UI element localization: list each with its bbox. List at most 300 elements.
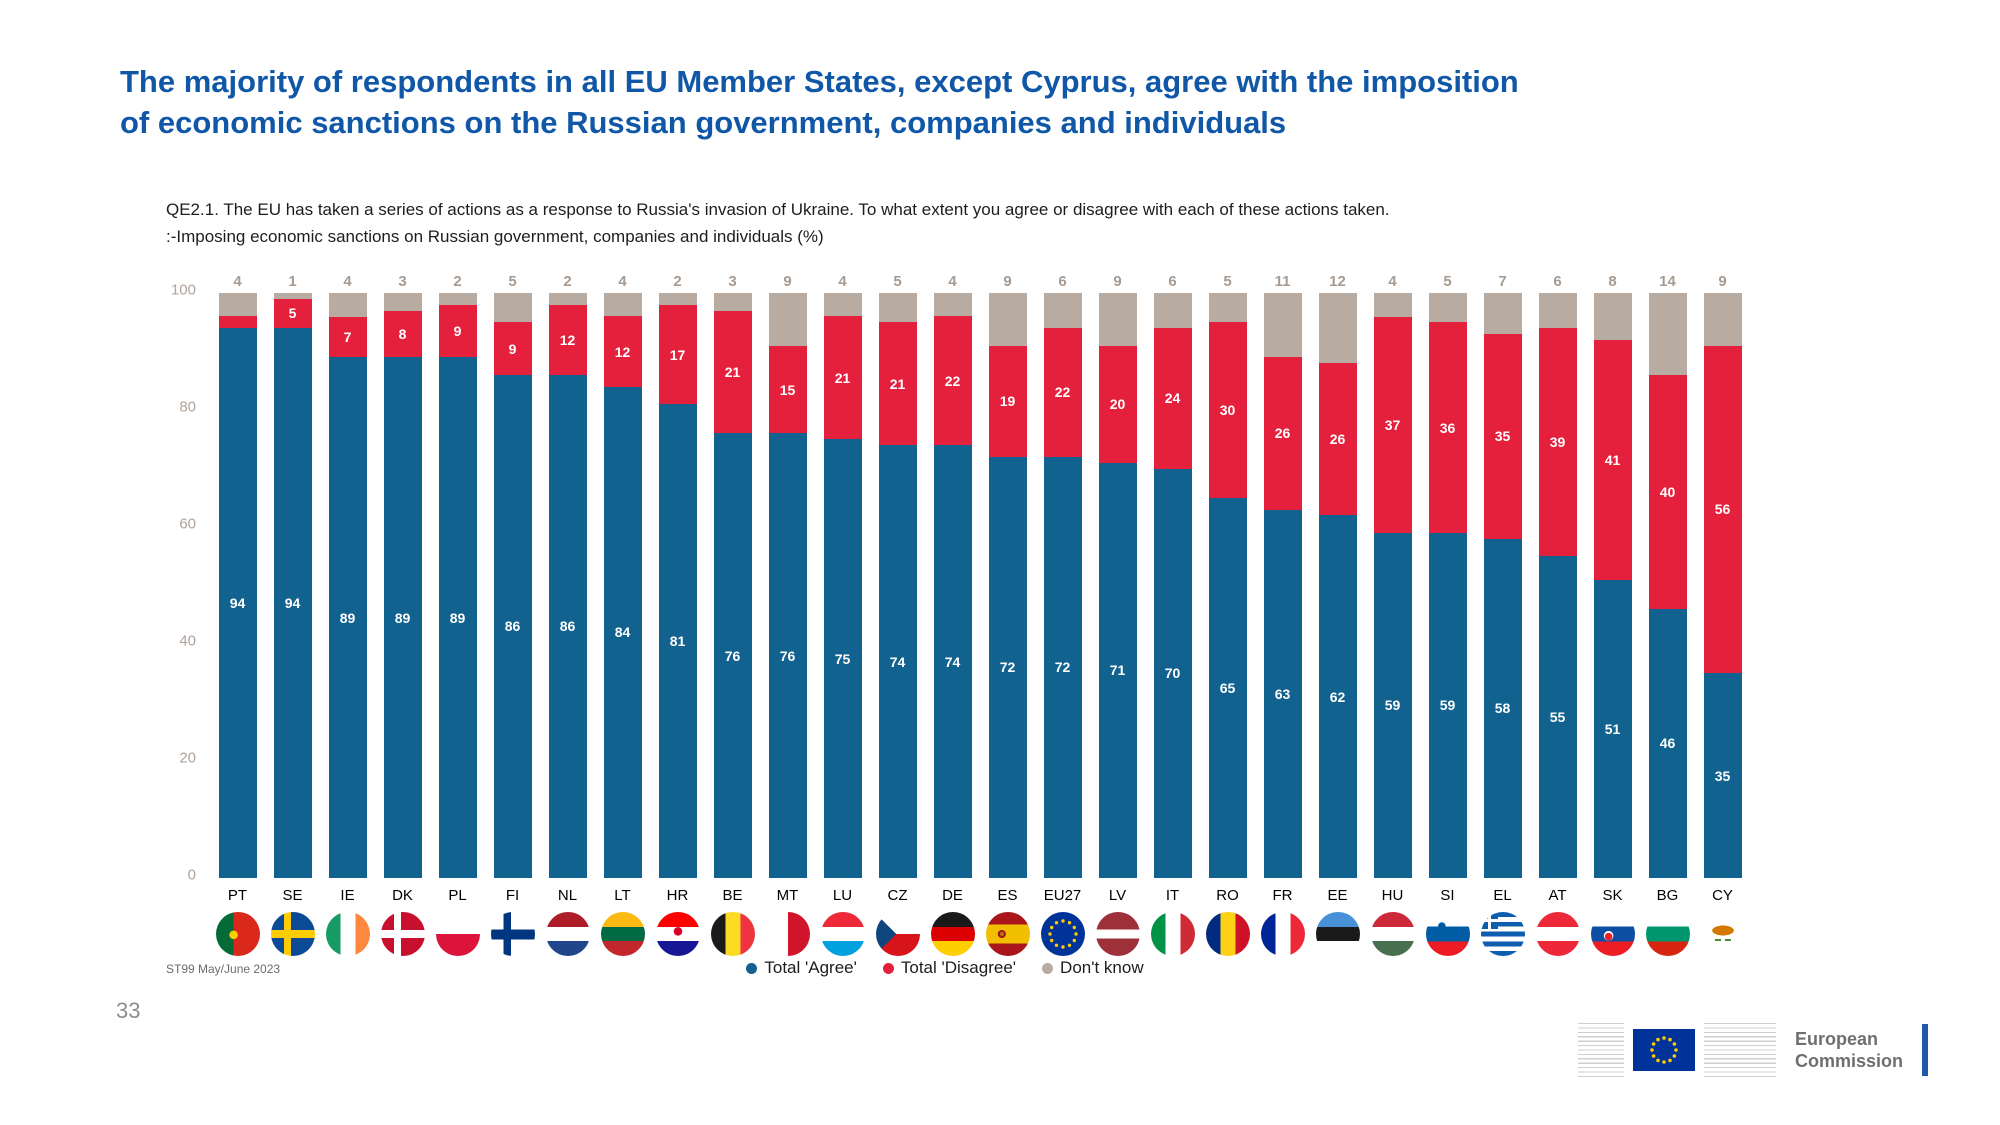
- segment-disagree: [714, 311, 752, 434]
- dont-know-value: 2: [673, 273, 682, 290]
- country-label: PL: [448, 887, 467, 904]
- bar-column-pl: [430, 268, 485, 956]
- country-label: FR: [1272, 887, 1293, 904]
- bar-column-eu27: [1035, 268, 1090, 956]
- eu-flag-icon: [1633, 1029, 1695, 1071]
- country-label: EE: [1327, 887, 1348, 904]
- y-tick-label: 80: [179, 398, 196, 416]
- flag-si-icon: [1426, 912, 1470, 956]
- dont-know-value: 5: [1223, 273, 1232, 290]
- stacked-bar: [439, 293, 477, 878]
- dont-know-value: 9: [1113, 273, 1122, 290]
- segment-dont-know: [1154, 293, 1192, 328]
- country-label: LV: [1108, 887, 1127, 904]
- stacked-bar: [1484, 293, 1522, 878]
- legend-item: [883, 958, 1016, 978]
- flag-pt-icon: [216, 912, 260, 956]
- agree-value: 94: [229, 595, 246, 612]
- flag-se-icon: [271, 912, 315, 956]
- disagree-value: 22: [1054, 384, 1071, 401]
- flag-fi-icon: [491, 912, 535, 956]
- segment-disagree: [384, 311, 422, 358]
- bar-column-si: [1420, 268, 1475, 956]
- disagree-value: 21: [889, 375, 906, 392]
- bar-column-ie: [320, 268, 375, 956]
- country-label: NL: [557, 887, 578, 904]
- segment-agree: [1539, 556, 1577, 878]
- segment-agree: [219, 328, 257, 878]
- flag-cy-icon: [1701, 912, 1745, 956]
- bar-column-it: [1145, 268, 1200, 956]
- dont-know-value: 4: [618, 273, 627, 290]
- agree-value: 51: [1604, 720, 1621, 737]
- country-label: CZ: [887, 887, 908, 904]
- agree-value: 74: [889, 653, 906, 670]
- logo-blue-bar: [1922, 1024, 1928, 1076]
- segment-disagree: [824, 316, 862, 439]
- country-label: EL: [1493, 887, 1512, 904]
- stacked-bar: [934, 293, 972, 878]
- segment-dont-know: [714, 293, 752, 311]
- dont-know-value: 2: [453, 273, 462, 290]
- segment-agree: [329, 357, 367, 878]
- segment-agree: [439, 357, 477, 878]
- dont-know-value: 3: [398, 273, 407, 290]
- disagree-value: 21: [834, 369, 851, 386]
- flag-nl-icon: [546, 912, 590, 956]
- segment-disagree: [1539, 328, 1577, 556]
- segment-disagree: [1704, 346, 1742, 674]
- bar-column-lt: [595, 268, 650, 956]
- segment-dont-know: [1374, 293, 1412, 316]
- country-label: AT: [1548, 887, 1567, 904]
- flag-bg-icon: [1646, 912, 1690, 956]
- stacked-bar: [1099, 293, 1137, 878]
- logo-hatch-left: [1578, 1023, 1624, 1077]
- stacked-bar: [659, 293, 697, 878]
- segment-disagree: [989, 346, 1027, 457]
- flag-de-icon: [931, 912, 975, 956]
- segment-dont-know: [1209, 293, 1247, 322]
- country-label: CY: [1712, 887, 1733, 904]
- segment-disagree: [934, 316, 972, 445]
- bar-column-ro: [1200, 268, 1255, 956]
- stacked-bar: [1594, 293, 1632, 878]
- disagree-value: 21: [724, 364, 741, 380]
- segment-dont-know: [934, 293, 972, 316]
- agree-value: 89: [449, 609, 466, 626]
- disagree-value: 36: [1439, 419, 1456, 436]
- segment-dont-know: [989, 293, 1027, 346]
- segment-disagree: [1649, 375, 1687, 609]
- stacked-bar: [769, 293, 807, 878]
- segment-agree: [714, 433, 752, 878]
- segment-disagree: [1594, 340, 1632, 580]
- segment-dont-know: [219, 293, 257, 316]
- country-label: ES: [997, 887, 1018, 904]
- dont-know-value: 4: [1388, 273, 1397, 290]
- stacked-bar: [879, 293, 917, 878]
- bar-column-be: [705, 268, 760, 956]
- country-label: DK: [392, 887, 413, 904]
- country-label: SK: [1602, 887, 1623, 904]
- segment-agree: [879, 445, 917, 878]
- country-label: IE: [340, 887, 355, 904]
- agree-value: 86: [504, 618, 521, 635]
- stacked-bar: [989, 293, 1027, 878]
- bar-column-lv: [1090, 268, 1145, 956]
- segment-disagree: [1429, 322, 1467, 533]
- dont-know-value: 5: [508, 273, 517, 290]
- segment-disagree: [604, 316, 642, 386]
- disagree-value: 56: [1714, 501, 1731, 518]
- dont-know-value: 1: [288, 273, 297, 290]
- segment-dont-know: [1319, 293, 1357, 363]
- dont-know-value: 4: [838, 273, 847, 290]
- disagree-value: 39: [1549, 434, 1566, 451]
- logo-hatch-right: [1704, 1023, 1776, 1077]
- segment-disagree: [1154, 328, 1192, 468]
- segment-disagree: [494, 322, 532, 375]
- country-label: LT: [614, 887, 631, 904]
- stacked-bar: [384, 293, 422, 878]
- bar-column-cy: [1695, 268, 1750, 956]
- bar-column-pt: [210, 268, 265, 956]
- flag-cz-icon: [876, 912, 920, 956]
- agree-value: 71: [1109, 662, 1126, 679]
- segment-dont-know: [1594, 293, 1632, 340]
- segment-agree: [659, 404, 697, 878]
- agree-value: 59: [1384, 697, 1401, 714]
- dont-know-value: 6: [1168, 273, 1177, 290]
- agree-value: 94: [284, 595, 301, 612]
- flag-eu27-icon: [1041, 912, 1085, 956]
- legend-label: Total 'Disagree': [900, 958, 1017, 977]
- disagree-value: 24: [1164, 390, 1181, 407]
- segment-disagree: [1319, 363, 1357, 515]
- bars-row: [210, 268, 1750, 956]
- flag-hu-icon: [1371, 912, 1415, 956]
- flag-es-icon: [986, 912, 1030, 956]
- segment-agree: [1594, 580, 1632, 878]
- segment-agree: [769, 433, 807, 878]
- country-label: HU: [1381, 887, 1404, 904]
- agree-value: 55: [1549, 709, 1566, 726]
- stacked-bar: [1429, 293, 1467, 878]
- dont-know-value: 8: [1608, 273, 1617, 290]
- dont-know-value: 6: [1553, 273, 1562, 290]
- page-number: 33: [116, 998, 141, 1023]
- stacked-bar: [714, 293, 752, 878]
- stacked-bar: [494, 293, 532, 878]
- segment-agree: [494, 375, 532, 878]
- flag-at-icon: [1536, 912, 1580, 956]
- dont-know-value: 5: [893, 273, 902, 290]
- segment-dont-know: [329, 293, 367, 316]
- disagree-value: 30: [1219, 402, 1236, 419]
- disagree-value: 37: [1384, 416, 1401, 433]
- disagree-value: 17: [669, 346, 686, 363]
- y-tick-label: 0: [187, 866, 196, 884]
- segment-disagree: [329, 317, 367, 358]
- stacked-bar: [219, 293, 257, 878]
- legend-dot-icon: [1042, 963, 1053, 974]
- bar-column-at: [1530, 268, 1585, 956]
- country-label: DE: [942, 887, 963, 904]
- stacked-bar: [549, 293, 587, 878]
- dont-know-value: 2: [563, 273, 572, 290]
- country-label: BG: [1656, 887, 1679, 904]
- agree-value: 58: [1494, 700, 1511, 717]
- segment-dont-know: [769, 293, 807, 346]
- dont-know-value: 4: [948, 273, 957, 290]
- logo-text-line-2: Commission: [1794, 1051, 1903, 1071]
- bar-column-el: [1475, 268, 1530, 956]
- bar-column-dk: [375, 268, 430, 956]
- stacked-bar: [824, 293, 862, 878]
- flag-fr-icon: [1261, 912, 1305, 956]
- flag-el-icon: [1481, 912, 1525, 956]
- segment-dont-know: [1649, 293, 1687, 375]
- stacked-bar: [1209, 293, 1247, 878]
- agree-value: 46: [1659, 735, 1676, 752]
- bar-column-fi: [485, 268, 540, 956]
- bar-column-mt: [760, 268, 815, 956]
- segment-dont-know: [439, 293, 477, 305]
- segment-dont-know: [1539, 293, 1577, 328]
- dont-know-value: 9: [1003, 273, 1012, 290]
- flag-lu-icon: [821, 912, 865, 956]
- dont-know-value: 9: [1718, 273, 1727, 290]
- dont-know-value: 14: [1659, 273, 1676, 290]
- country-label: MT: [776, 887, 799, 904]
- legend-dot-icon: [883, 963, 894, 974]
- segment-disagree: [769, 346, 807, 434]
- agree-value: 72: [999, 659, 1016, 676]
- title-line-2: of economic sanctions on the Russian government, companies and individuals: [120, 104, 1287, 140]
- title-line-1: The majority of respondents in all EU Member States, except Cyprus, agree with the imposition: [120, 64, 1519, 99]
- legend-dot-icon: [746, 963, 757, 974]
- segment-agree: [1374, 533, 1412, 878]
- y-tick-label: 40: [179, 632, 196, 650]
- country-label: PT: [227, 887, 248, 904]
- bar-column-de: [925, 268, 980, 956]
- bar-column-cz: [870, 268, 925, 956]
- country-label: SI: [1440, 887, 1455, 904]
- agree-value: 35: [1714, 767, 1731, 784]
- agree-value: 89: [339, 609, 356, 626]
- stacked-bar: [1319, 293, 1357, 878]
- page-title: [120, 62, 1880, 144]
- source-note: ST99 May/June 2023: [166, 962, 281, 976]
- flag-pl-icon: [436, 912, 480, 956]
- flag-dk-icon: [381, 912, 425, 956]
- segment-agree: [1484, 539, 1522, 878]
- country-label: EU27: [1043, 887, 1082, 904]
- bar-column-hr: [650, 268, 705, 956]
- segment-dont-know: [659, 293, 697, 305]
- agree-value: 76: [779, 647, 796, 664]
- flag-hr-icon: [656, 912, 700, 956]
- segment-dont-know: [824, 293, 862, 316]
- stacked-bar: [1704, 293, 1742, 878]
- dont-know-value: 4: [343, 273, 352, 290]
- dont-know-value: 6: [1058, 273, 1067, 290]
- disagree-value: 35: [1494, 428, 1511, 445]
- segment-agree: [549, 375, 587, 878]
- flag-ie-icon: [326, 912, 370, 956]
- stacked-bar-chart: [140, 268, 1750, 956]
- segment-agree: [1319, 515, 1357, 878]
- question-line-2: :-Imposing economic sanctions on Russian government, companies and individuals (%): [166, 227, 824, 247]
- segment-dont-know: [1429, 293, 1467, 322]
- question-line-1: QE2.1. The EU has taken a series of actions as a response to Russia's invasion of Ukraine. To what extent you agree or disagree with each of these actions taken.: [166, 200, 1390, 219]
- dont-know-value: 5: [1443, 273, 1452, 290]
- segment-dont-know: [1704, 293, 1742, 346]
- country-label: BE: [722, 887, 743, 904]
- segment-disagree: [1099, 346, 1137, 463]
- segment-agree: [1154, 469, 1192, 879]
- disagree-value: 26: [1329, 431, 1346, 448]
- agree-value: 84: [614, 624, 631, 641]
- segment-dont-know: [494, 293, 532, 322]
- agree-value: 86: [559, 618, 576, 635]
- dont-know-value: 11: [1274, 273, 1291, 290]
- segment-agree: [1649, 609, 1687, 878]
- agree-value: 89: [394, 609, 411, 626]
- segment-agree: [1209, 498, 1247, 878]
- agree-value: 65: [1219, 679, 1236, 696]
- segment-dont-know: [549, 293, 587, 305]
- dont-know-value: 9: [783, 273, 792, 290]
- segment-agree: [604, 387, 642, 878]
- segment-disagree: [274, 299, 312, 328]
- dont-know-value: 7: [1498, 273, 1507, 290]
- segment-agree: [1429, 533, 1467, 878]
- country-label: IT: [1165, 887, 1180, 904]
- agree-value: 62: [1329, 688, 1346, 705]
- segment-disagree: [1264, 357, 1302, 509]
- bar-column-ee: [1310, 268, 1365, 956]
- disagree-value: 20: [1109, 396, 1126, 413]
- agree-value: 75: [834, 650, 851, 667]
- segment-disagree: [1374, 317, 1412, 533]
- disagree-value: 26: [1274, 425, 1291, 442]
- y-tick-label: 20: [179, 749, 196, 767]
- dont-know-value: 4: [233, 273, 242, 290]
- disagree-value: 12: [614, 343, 631, 360]
- legend-label: Total 'Agree': [764, 958, 857, 977]
- stacked-bar: [329, 293, 367, 878]
- segment-agree: [824, 439, 862, 878]
- disagree-value: 5: [288, 305, 297, 322]
- segment-agree: [274, 328, 312, 878]
- stacked-bar: [1154, 293, 1192, 878]
- segment-dont-know: [1484, 293, 1522, 334]
- flag-mt-icon: [766, 912, 810, 956]
- segment-agree: [1099, 463, 1137, 878]
- country-label: SE: [282, 887, 303, 904]
- stacked-bar: [1374, 293, 1412, 878]
- flag-be-icon: [711, 912, 755, 956]
- y-tick-label: 100: [170, 281, 196, 299]
- flag-ee-icon: [1316, 912, 1360, 956]
- logo-text-line-1: European: [1794, 1028, 1878, 1049]
- segment-disagree: [219, 316, 257, 328]
- agree-value: 81: [669, 633, 686, 650]
- segment-agree: [1044, 457, 1082, 878]
- stacked-bar: [274, 293, 312, 878]
- flag-ro-icon: [1206, 912, 1250, 956]
- agree-value: 59: [1439, 697, 1456, 714]
- disagree-value: 8: [398, 326, 407, 342]
- segment-dont-know: [604, 293, 642, 316]
- segment-disagree: [1484, 334, 1522, 539]
- disagree-value: 12: [559, 331, 576, 348]
- disagree-value: 9: [508, 340, 517, 357]
- bar-column-hu: [1365, 268, 1420, 956]
- country-label: RO: [1216, 887, 1239, 904]
- agree-value: 76: [724, 647, 741, 664]
- disagree-value: 15: [779, 381, 796, 398]
- legend: [140, 958, 1750, 978]
- segment-disagree: [1044, 328, 1082, 457]
- y-axis: [140, 281, 210, 884]
- y-tick-label: 60: [179, 515, 196, 533]
- segment-disagree: [1209, 322, 1247, 497]
- segment-dont-know: [879, 293, 917, 322]
- agree-value: 63: [1274, 685, 1291, 702]
- legend-label: Don't know: [1060, 958, 1144, 977]
- segment-agree: [934, 445, 972, 878]
- segment-agree: [1704, 673, 1742, 878]
- stacked-bar: [1539, 293, 1577, 878]
- dont-know-value: 12: [1329, 273, 1346, 290]
- country-label: HR: [666, 887, 689, 904]
- disagree-value: 7: [343, 328, 352, 345]
- stacked-bar: [604, 293, 642, 878]
- segment-agree: [1264, 510, 1302, 879]
- question-text: [166, 196, 1786, 250]
- legend-item: [746, 958, 857, 978]
- disagree-value: 19: [999, 393, 1016, 410]
- segment-dont-know: [1044, 293, 1082, 328]
- bar-column-es: [980, 268, 1035, 956]
- bar-column-nl: [540, 268, 595, 956]
- flag-sk-icon: [1591, 912, 1635, 956]
- segment-agree: [384, 357, 422, 878]
- agree-value: 72: [1054, 659, 1071, 676]
- bar-column-se: [265, 268, 320, 956]
- stacked-bar: [1649, 293, 1687, 878]
- bar-column-lu: [815, 268, 870, 956]
- flag-lv-icon: [1096, 912, 1140, 956]
- bar-column-sk: [1585, 268, 1640, 956]
- segment-disagree: [439, 305, 477, 358]
- segment-dont-know: [384, 293, 422, 311]
- legend-item: [1042, 958, 1144, 978]
- agree-value: 70: [1164, 665, 1181, 682]
- disagree-value: 41: [1604, 451, 1621, 468]
- segment-disagree: [659, 305, 697, 404]
- dont-know-value: 3: [728, 273, 737, 290]
- country-label: LU: [832, 887, 853, 904]
- segment-dont-know: [1099, 293, 1137, 346]
- country-label: FI: [505, 887, 520, 904]
- bar-column-bg: [1640, 268, 1695, 956]
- segment-dont-know: [1264, 293, 1302, 357]
- logo-text: [1795, 1028, 1903, 1073]
